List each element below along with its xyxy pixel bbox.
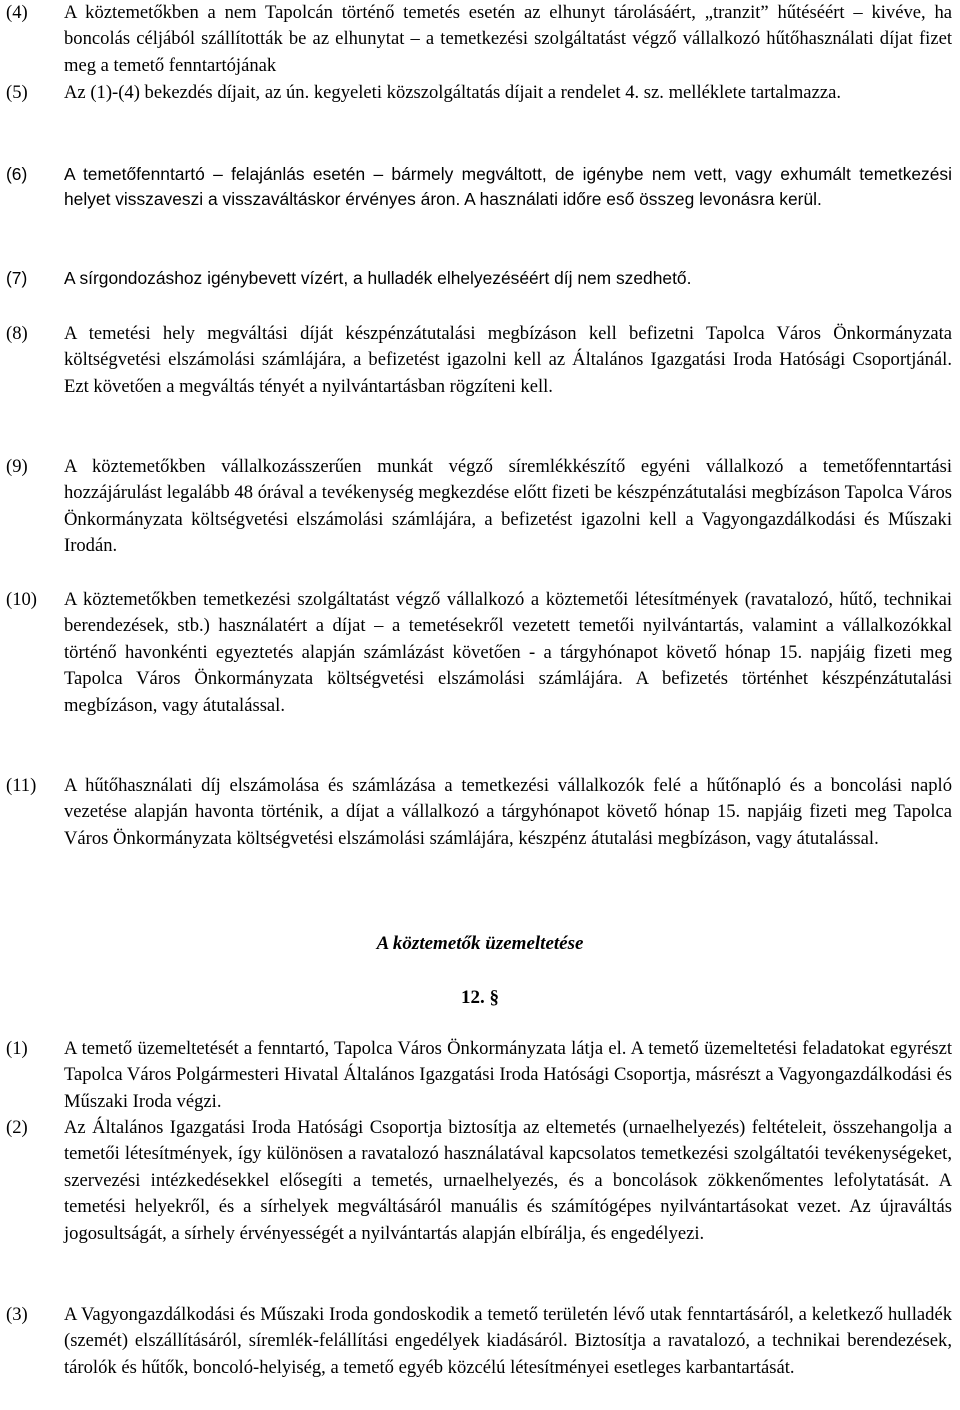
paragraph-4 bbox=[6, 0, 956, 79]
paragraph-9 bbox=[6, 454, 956, 560]
paragraph-text: A temető üzemeltetését a fenntartó, Tapolca Város Önkormányzata látja el. A temető üzemeltetési feladatokat egyrészt Tapolca Város Polgármesteri Hivatal Általános Igazgatási Iroda Hatósági Csoportja, másrészt a Vagyongazdálkodási és Műszaki Iroda végzi. bbox=[64, 1038, 952, 1112]
paragraph-number: (11) bbox=[6, 775, 37, 796]
section-heading-text: A köztemetők üzemeltetése bbox=[376, 933, 584, 954]
section-12-paragraph-1 bbox=[6, 1036, 956, 1115]
paragraph-text: A temetőfenntartó – felajánlás esetén – bármely megváltott, de igénybe nem vett, vagy exhumált temetkezési helyet visszaveszi a visszaváltáskor érvényes áron. A használati időre eső összeg levonásra kerül. bbox=[64, 164, 952, 209]
paragraph-text: Az (1)-(4) bekezdés díjait, az ún. kegyeleti közszolgáltatás díjait a rendelet 4. sz. melléklete tartalmazza. bbox=[64, 82, 841, 103]
paragraph-number: (4) bbox=[6, 2, 28, 23]
paragraph-text: A temetési hely megváltási díját készpénzátutalási megbízáson kell befizetni Tapolca Város Önkormányzata költségvetési elszámolási számlájára, a befizetést igazolni kell az Általános Igazgatási Iroda Hatósági Csoportjánál. Ezt követően a megváltás tényét a nyilvántartásban rögzíteni kell. bbox=[64, 323, 952, 397]
paragraph-number: (8) bbox=[6, 323, 28, 344]
paragraph-text: A sírgondozáshoz igénybevett vízért, a hulladék elhelyezéséért díj nem szedhető. bbox=[64, 268, 692, 288]
paragraph-number: (10) bbox=[6, 589, 37, 610]
paragraph-number: (7) bbox=[6, 268, 28, 288]
paragraph-text: Az Általános Igazgatási Iroda Hatósági Csoportja biztosítja az eltemetés (urnaelhelyezés) feltételeit, összehangolja a temetői létesítmények, így különösen a ravatalozó használatával kapcsolatos temetkezési szolgáltatói tevékenységeket, szervezési intézkedésekkel elősegíti a temetés, urnaelhelyezés, és a boncolások zökkenőmentes lefolytatását. A temetési helyekről, és a sírhelyek megváltásáról manuális és számítógépes nyilvántartásokat vezet. Az újraváltás jogosultságát, a sírhely érvényességét a nyilvántartás alapján elbírálja, és engedélyezi. bbox=[64, 1117, 952, 1244]
section-12-paragraph-2 bbox=[6, 1115, 956, 1247]
paragraph-5 bbox=[6, 80, 956, 106]
paragraph-8 bbox=[6, 321, 956, 400]
paragraph-text: A hűtőhasználati díj elszámolása és számlázása a temetkezési vállalkozók felé a hűtőnapló és a boncolási napló vezetése alapján havonta történik, a díjat a vállalkozó a tárgyhónapot követő hónap 15. napjáig fizeti meg Tapolca Város Önkormányzata költségvetési elszámolási számlájára, készpénz átutalási megbízáson, vagy átutalással. bbox=[64, 775, 952, 849]
paragraph-7 bbox=[6, 266, 956, 291]
paragraph-number: (1) bbox=[6, 1038, 28, 1059]
section-heading bbox=[0, 932, 960, 956]
paragraph-text: A köztemetőkben a nem Tapolcán történő temetés esetén az elhunyt tárolásáért, „tranzit” hűtéséért – kivéve, ha boncolás céljából szállították be az elhunytat – a temetkezési szolgáltatást végző vállalkozó hűtőhasználati díjat fizet meg a temető fenntartójának bbox=[64, 2, 952, 76]
paragraph-number: (3) bbox=[6, 1304, 28, 1325]
paragraph-text: A köztemetőkben vállalkozásszerűen munkát végző síremlékkészítő egyéni vállalkozó a temetőfenntartási hozzájárulást legalább 48 órával a tevékenység megkezdése előtt fizeti be készpénzátutalási megbízáson Tapolca Város Önkormányzata költségvetési elszámolási számlájára, a befizetést igazolni kell a Vagyongazdálkodási és Műszaki Irodán. bbox=[64, 456, 952, 557]
section-12-paragraph-3 bbox=[6, 1302, 956, 1381]
paragraph-number: (9) bbox=[6, 456, 28, 477]
paragraph-number: (6) bbox=[6, 164, 28, 184]
paragraph-10 bbox=[6, 587, 956, 719]
paragraph-11 bbox=[6, 773, 956, 852]
section-number bbox=[0, 986, 960, 1010]
paragraph-text: A köztemetőkben temetkezési szolgáltatást végző vállalkozó a köztemetői létesítmények (ravatalozó, hűtő, technikai berendezések, stb.) használatért a díjat – a temetésekről vezetett temetői nyilvántartás, valamint a vállalkozókkal történő havonkénti egyeztetés alapján számlázást követően - a tárgyhónapot követő hónap 15. napjáig fizeti meg Tapolca Város Önkormányzata költségvetési elszámolási számlájára. A befizetés történhet készpénzátutalási megbízáson, vagy átutalással. bbox=[64, 589, 952, 716]
paragraph-number: (5) bbox=[6, 82, 28, 103]
section-number-text: 12. § bbox=[461, 987, 499, 1008]
paragraph-6 bbox=[6, 162, 956, 212]
paragraph-text: A Vagyongazdálkodási és Műszaki Iroda gondoskodik a temető területén lévő utak fenntartásáról, a keletkező hulladék (szemét) elszállításáról, síremlék-felállítási engedélyek kiadásáról. Biztosítja a ravatalozó, a technikai berendezések, tárolók és hűtők, boncoló-helyiség, a temető egyéb közcélú létesítményei esetleges karbantartását. bbox=[64, 1304, 952, 1378]
paragraph-number: (2) bbox=[6, 1117, 28, 1138]
